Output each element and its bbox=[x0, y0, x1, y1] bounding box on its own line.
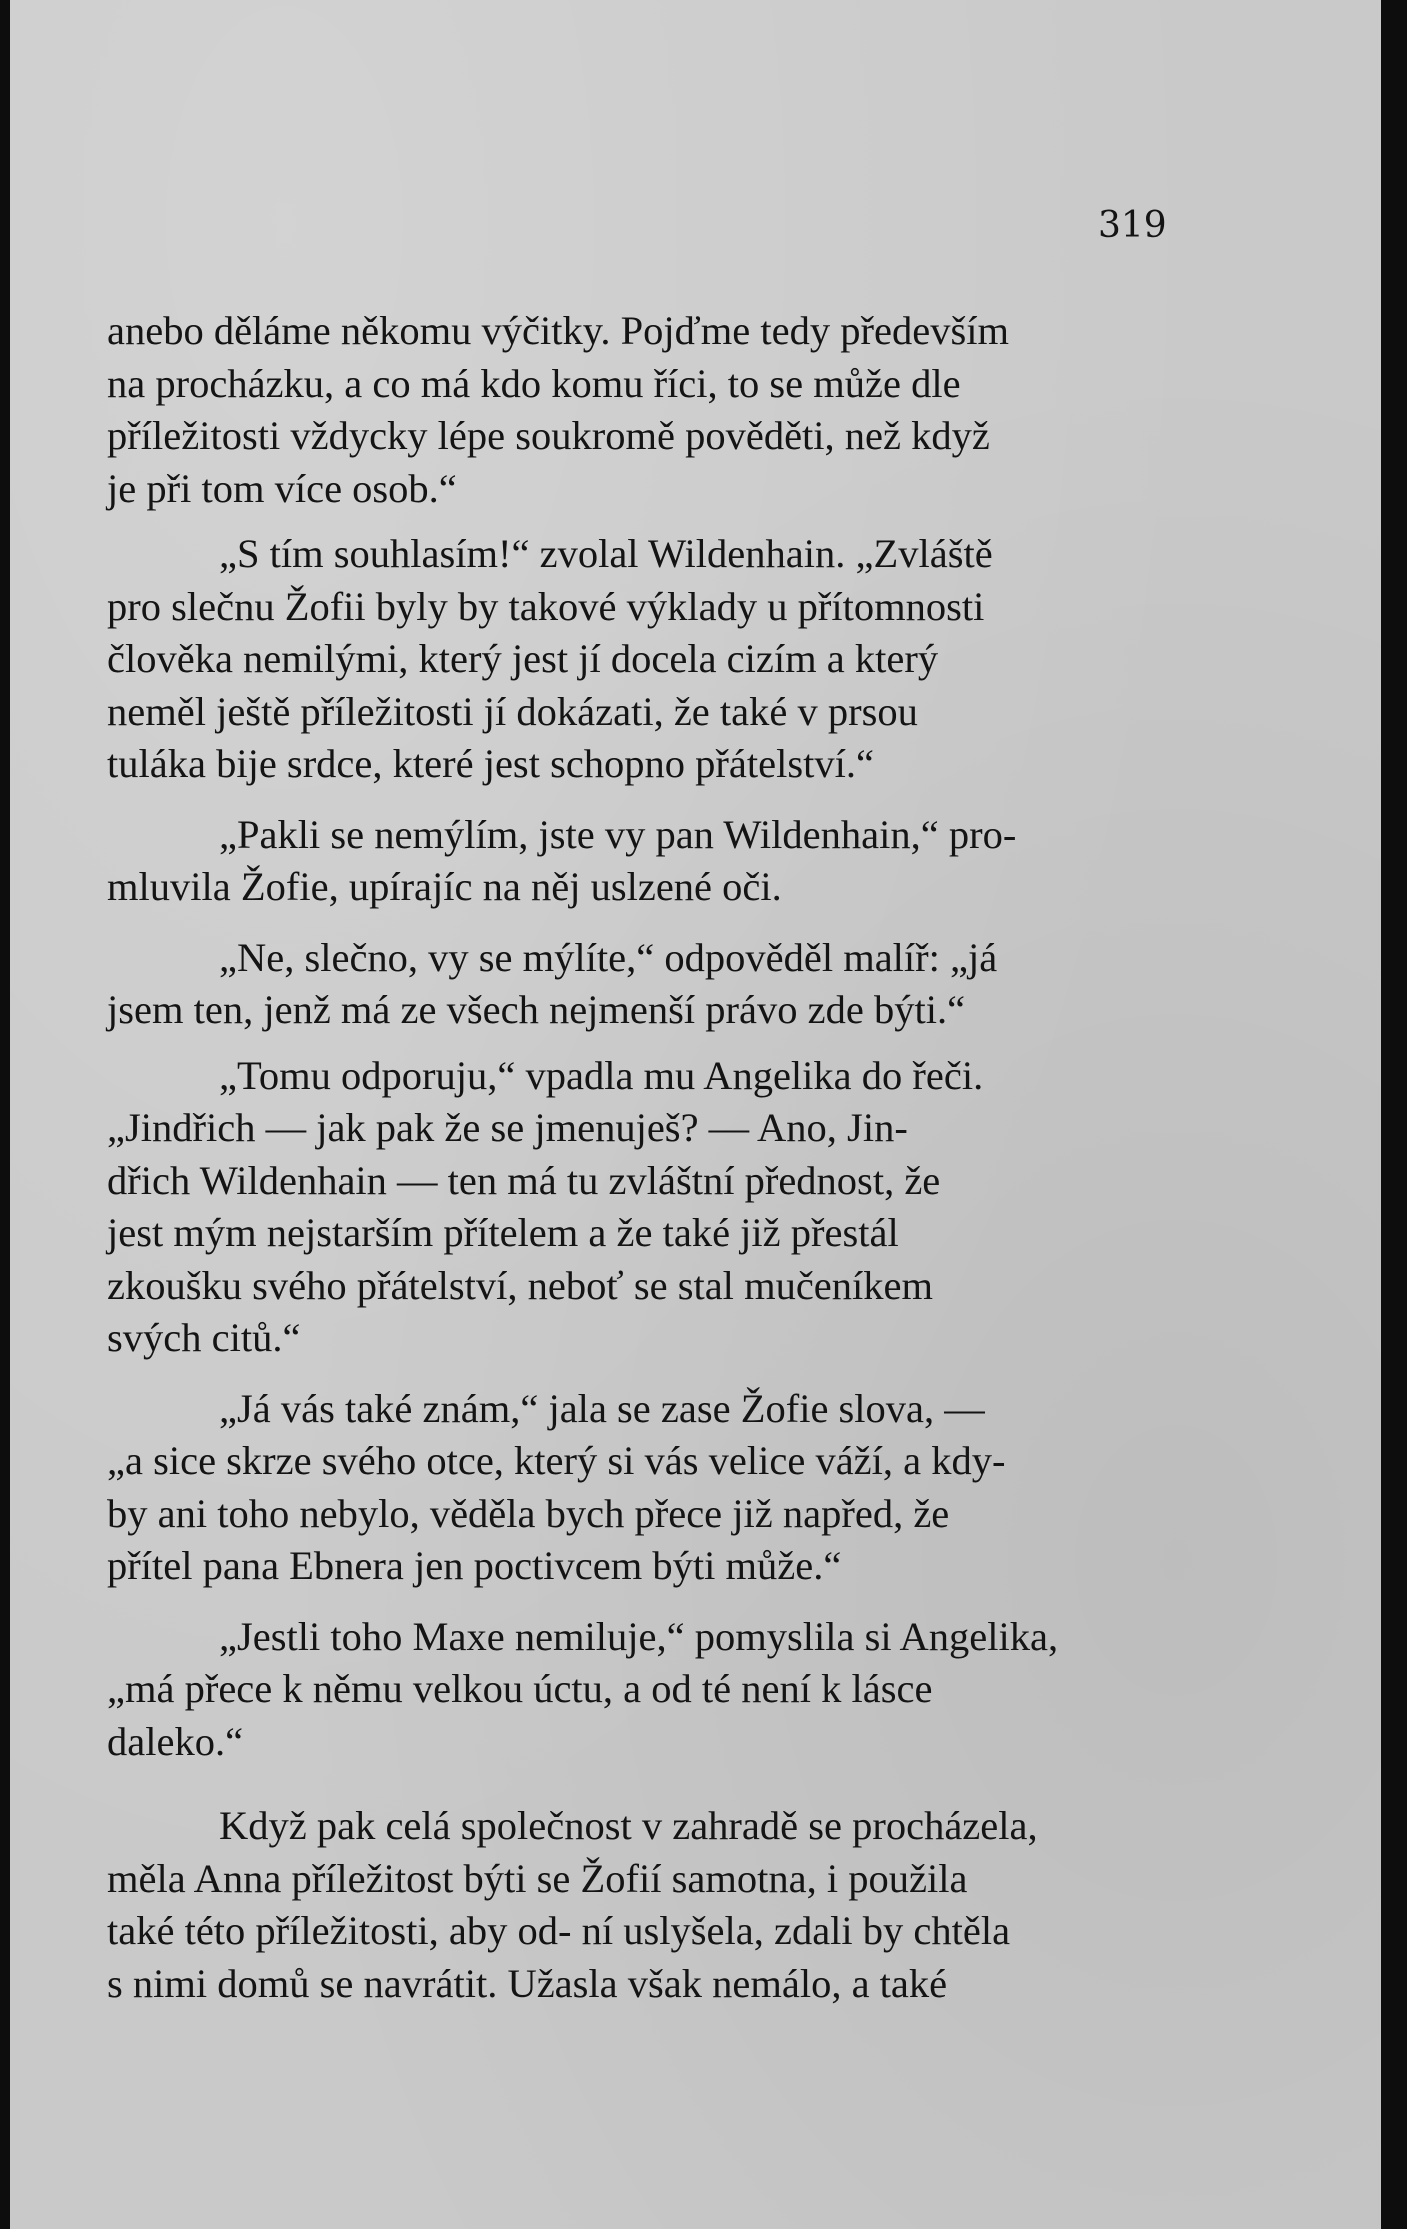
paragraph-7: „Jestli toho Maxe nemiluje,“ pomyslila si Angelika, „má přece k němu velkou úctu, a od té není k lásce daleko.“ bbox=[107, 1613, 1059, 1764]
paragraph-6: „Já vás také znám,“ jala se zase Žofie slova, — „a sice skrze svého otce, který si vás velice váží, a kdy- by ani toho nebylo, věděla bych přece již napřed, že přítel pana Ebnera jen poctivcem býti může.“ bbox=[107, 1385, 1006, 1588]
paragraph-5: „Tomu odporuju,“ vpadla mu Angelika do řeči. „Jindřich — jak pak že se jmenuješ? — Ano, Jin- dřich Wildenhain — ten má tu zvláštní přednost, že jest mým nejstarším přítelem a že také již přestál zkoušku svého přátelství, neboť se stal mučeníkem svých citů.“ bbox=[107, 1052, 984, 1360]
paragraph-8: Když pak celá společnost v zahradě se procházela, měla Anna příležitost býti se Žofií samotna, i použila také této příležitosti, aby od- ní uslyšela, zdali by chtěla s nimi domů se navrátit. Užasla však nemálo, a také bbox=[107, 1803, 1038, 2006]
paragraph-2: „S tím souhlasím!“ zvolal Wildenhain. „Zvláště pro slečnu Žofii byly by takové výklady u přítomnosti člověka nemilými, který jest jí docela cizím a který neměl ještě příležitosti jí dokázati, že také v prsou tuláka bije srdce, které jest schopno přátelství.“ bbox=[107, 531, 993, 786]
page-number: 319 bbox=[1098, 205, 1167, 246]
paragraph-3: „Pakli se nemýlím, jste vy pan Wildenhain,“ pro- mluvila Žofie, upírajíc na něj uslzené oči. bbox=[107, 811, 1017, 909]
body-text bbox=[107, 305, 1173, 2010]
scan-edge bbox=[1381, 0, 1407, 2229]
paragraph-1: anebo děláme někomu výčitky. Pojďme tedy především na procházku, a co má kdo komu říci, to se může dle příležitosti vždycky lépe soukromě pověděti, než když je při tom více osob.“ bbox=[107, 308, 1009, 511]
paragraph-4: „Ne, slečno, vy se mýlíte,“ odpověděl malíř: „já jsem ten, jenž má ze všech nejmenší právo zde býti.“ bbox=[107, 934, 998, 1032]
book-page bbox=[10, 0, 1382, 2229]
